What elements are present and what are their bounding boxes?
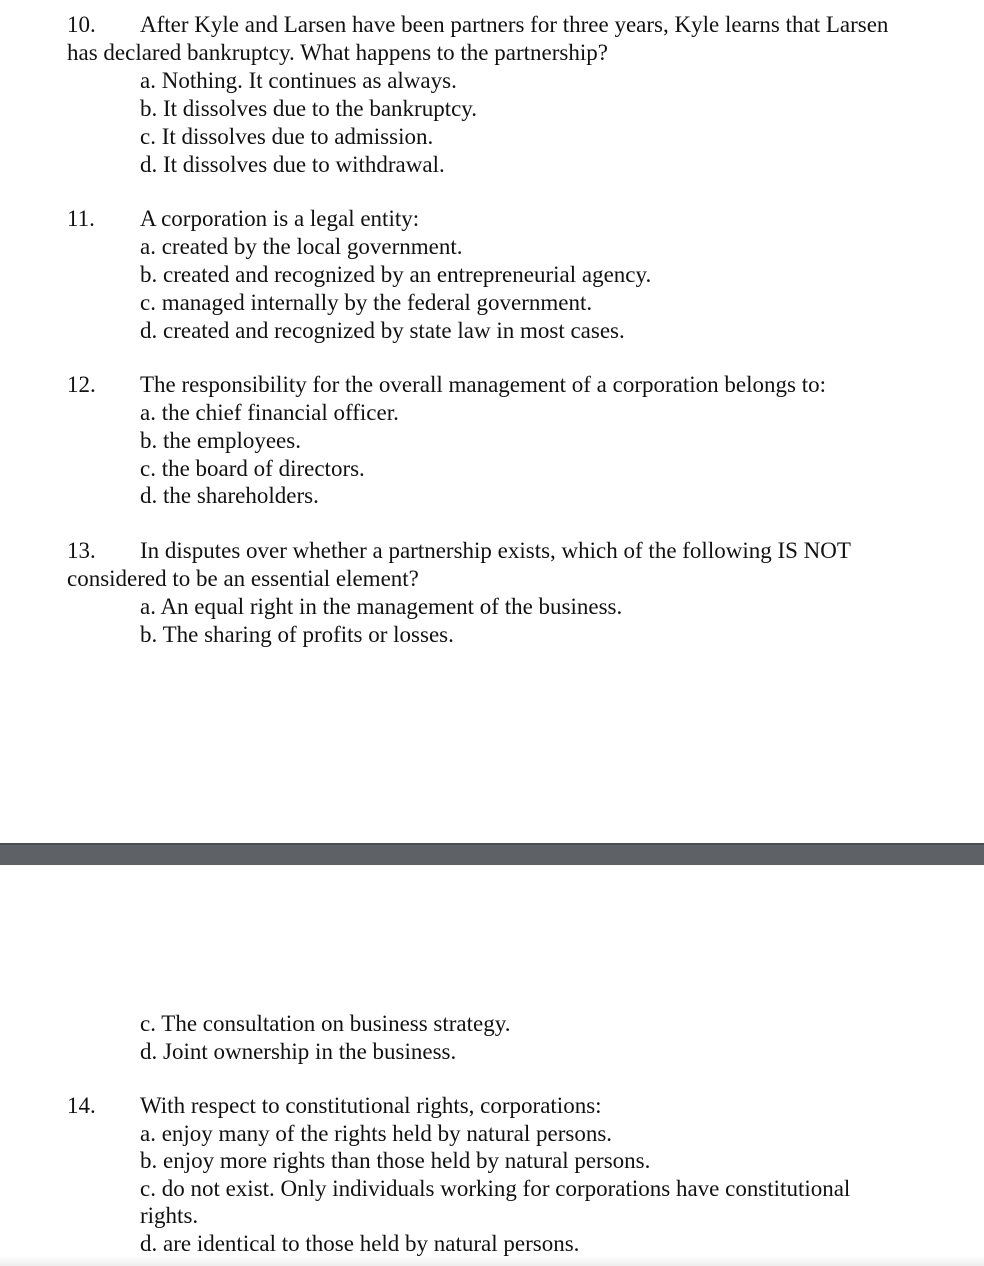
question-12-option-a: a. the chief financial officer.: [140, 400, 399, 425]
question-10-option-c: c. It dissolves due to admission.: [140, 124, 434, 149]
question-12-stem: The responsibility for the overall management of a corporation belongs to:: [140, 372, 826, 397]
question-11-stem: A corporation is a legal entity:: [140, 206, 420, 231]
question-12-number: 12.: [67, 372, 96, 397]
question-11-option-b: b. created and recognized by an entrepreneurial agency.: [140, 262, 652, 287]
page-break-separator: [0, 843, 984, 865]
question-11-number: 11.: [67, 206, 95, 231]
question-13-option-a: a. An equal right in the management of the business.: [140, 594, 623, 619]
question-10-number: 10.: [67, 12, 96, 37]
question-13-stem-line1: In disputes over whether a partnership exists, which of the following IS NOT: [140, 538, 851, 563]
question-14-option-c-line1: c. do not exist. Only individuals working for corporations have constitutional: [140, 1176, 851, 1201]
question-14-option-d: d. are identical to those held by natural persons.: [140, 1231, 580, 1256]
question-14-number: 14.: [67, 1093, 96, 1118]
question-10-stem-line2: has declared bankruptcy. What happens to the partnership?: [67, 40, 608, 65]
question-14-option-b: b. enjoy more rights than those held by natural persons.: [140, 1148, 651, 1173]
question-12-option-b: b. the employees.: [140, 428, 301, 453]
question-10-option-b: b. It dissolves due to the bankruptcy.: [140, 96, 478, 121]
question-10-stem-line1: After Kyle and Larsen have been partners for three years, Kyle learns that Larsen: [140, 12, 889, 37]
question-12-option-d: d. the shareholders.: [140, 483, 319, 508]
question-10-option-a: a. Nothing. It continues as always.: [140, 68, 457, 93]
question-13-option-c: c. The consultation on business strategy.: [140, 1011, 511, 1036]
question-13-option-d: d. Joint ownership in the business.: [140, 1039, 457, 1064]
page-bottom-shadow: [0, 1256, 984, 1266]
question-14-option-a: a. enjoy many of the rights held by natural persons.: [140, 1121, 613, 1146]
question-14-option-c-line2: rights.: [140, 1203, 199, 1228]
question-13-option-b: b. The sharing of profits or losses.: [140, 622, 454, 647]
question-11-option-c: c. managed internally by the federal government.: [140, 290, 593, 315]
document-page-2: [0, 865, 984, 1266]
question-10-option-d: d. It dissolves due to withdrawal.: [140, 152, 445, 177]
question-11-option-a: a. created by the local government.: [140, 234, 463, 259]
question-11-option-d: d. created and recognized by state law in most cases.: [140, 318, 625, 343]
question-13-number: 13.: [67, 538, 96, 563]
question-12-option-c: c. the board of directors.: [140, 456, 365, 481]
question-13-stem-line2: considered to be an essential element?: [67, 566, 419, 591]
question-14-stem: With respect to constitutional rights, corporations:: [140, 1093, 602, 1118]
